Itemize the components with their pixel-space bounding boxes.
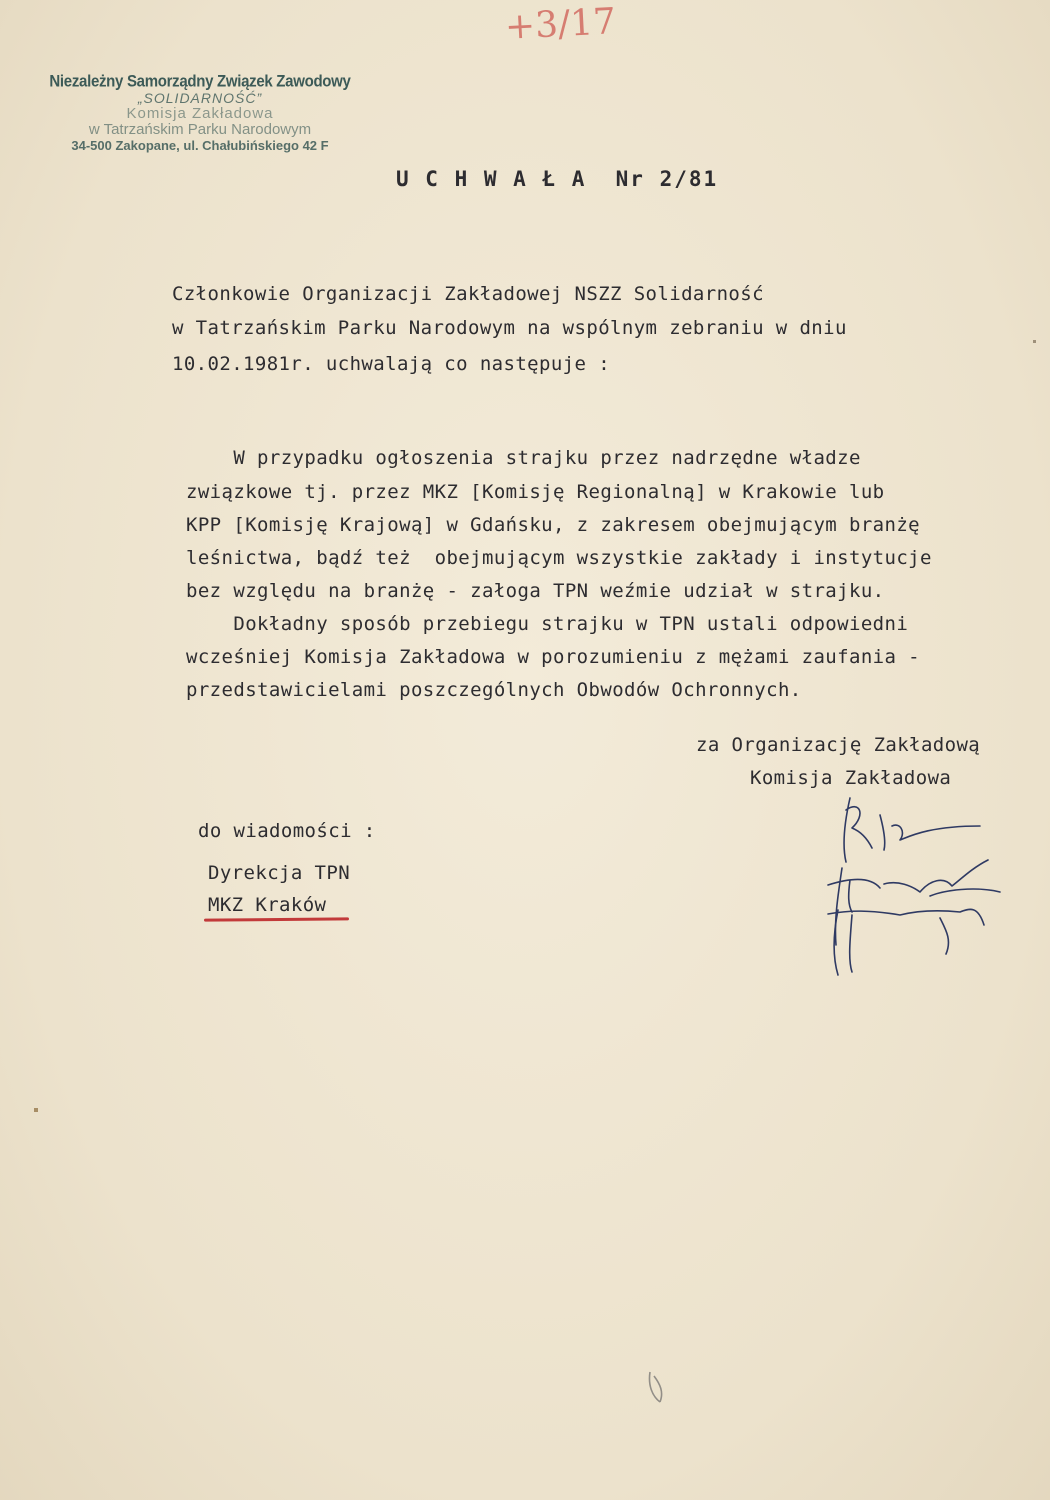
- pencil-mark: [649, 1372, 661, 1402]
- paper-speck: [34, 1108, 38, 1112]
- signature-1: [844, 798, 980, 862]
- stamp-line-address: 34-500 Zakopane, ul. Chałubińskiego 42 F: [71, 137, 329, 153]
- signature-commission: Komisja Zakładowa: [750, 767, 952, 789]
- document-title: U C H W A Ł A Nr 2/81: [396, 167, 719, 191]
- paragraph2-line: przedstawicielami poszczególnych Obwodów Ochronnych.: [186, 679, 802, 701]
- stamp-line-park: w Tatrzańskim Parku Narodowym: [88, 121, 312, 139]
- signature-organization: za Organizację Zakładową: [696, 734, 981, 756]
- stamp-line-commission: Komisja Zakładowa: [126, 104, 274, 122]
- paper-speck: [1033, 340, 1036, 343]
- paragraph1-line: W przypadku ogłoszenia strajku przez nadrzędne władze: [186, 447, 861, 469]
- cc-item: MKZ Kraków: [208, 894, 327, 916]
- stamp-line-union: Niezależny Samorządny Związek Zawodowy: [49, 72, 351, 91]
- cc-item: Dyrekcja TPN: [208, 862, 351, 884]
- intro-line: Członkowie Organizacji Zakładowej NSZZ Solidarność: [172, 283, 764, 305]
- paragraph1-line: KPP [Komisję Krajową] w Gdańsku, z zakresem obejmującym branżę: [186, 514, 921, 536]
- paragraph2-line: wcześniej Komisja Zakładowa w porozumieniu z mężami zaufania -: [186, 646, 921, 668]
- archive-number-mark: +3/17: [503, 1, 617, 48]
- stamp-line-solidarnosc: „SOLIDARNOŚĆ”: [137, 89, 263, 106]
- signatures: [828, 798, 1000, 975]
- paragraph1-line: leśnictwa, bądź też obejmującym wszystkie zakłady i instytucje: [186, 547, 932, 569]
- intro-line: 10.02.1981r. uchwalają co następuje :: [172, 353, 611, 375]
- paragraph1-line: związkowe tj. przez MKZ [Komisję Regionalną] w Krakowie lub: [186, 481, 885, 503]
- signature-3: [828, 909, 984, 975]
- paragraph1-line: bez względu na branżę - załoga TPN weźmie udział w strajku.: [186, 580, 885, 602]
- paragraph2-line: Dokładny sposób przebiegu strajku w TPN ustali odpowiedni: [186, 613, 909, 635]
- intro-line: w Tatrzańskim Parku Narodowym na wspólnym zebraniu w dniu: [172, 317, 847, 339]
- cc-label: do wiadomości :: [198, 820, 376, 842]
- signature-2: [828, 860, 1000, 945]
